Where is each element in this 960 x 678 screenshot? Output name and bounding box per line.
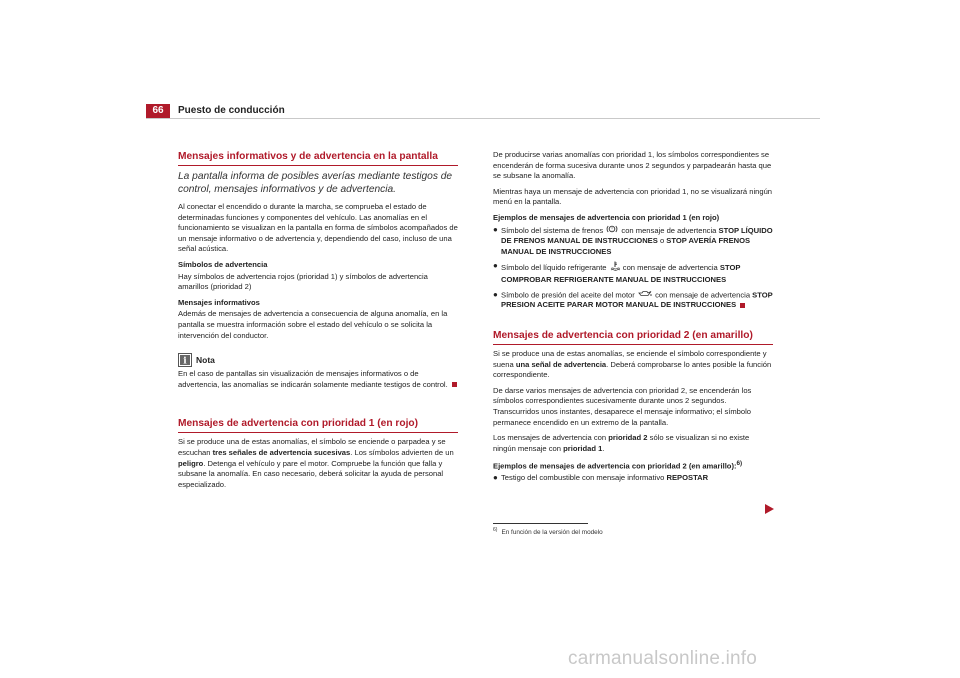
footnote: $^{6)}$ En función de la versión del modelo [493,527,603,537]
priority1-paragraph: Si se produce una de estas anomalías, el símbolo se enciende o parpadea y se escuchan tres señales de advertencia sucesivas. Los símbolos advierten de un peligro. Detenga el vehículo y pare el motor. Compruebe la función que falla y subsane la anomalía. En caso necesario, deberá solicitar la ayuda de personal especializado. [178,437,454,489]
note-info-icon [178,353,192,367]
list-item: ● Símbolo del sistema de frenos ! con mensaje de advertencia STOP LÍQUIDO DE FRENOS MANUAL DE INSTRUCCIONES o STOP AVERÍA FRENOS MANUAL DE INSTRUCCIONES [493,224,773,256]
list-item: ● Símbolo del líquido refrigerante con mensaje de advertencia STOP COMPROBAR REFRIGERANTE MANUAL DE INSTRUCCIONES [493,261,741,284]
list-item: ● Testigo del combustible con mensaje informativo REPOSTAR [493,473,709,483]
note-paragraph: En el caso de pantallas sin visualización de mensajes informativos o de advertencia, las anomalías se indicarán solamente mediante testigos de control. [178,369,458,390]
brake-system-icon [606,225,618,237]
examples2-heading: Ejemplos de mensajes de advertencia con prioridad 2 (en amarillo):$^{6)}$ [493,460,743,471]
end-of-section-marker [452,382,457,387]
symbols-paragraph: Hay símbolos de advertencia rojos (prioridad 1) y símbolos de advertencia amarillos (prioridad 2) [178,271,428,292]
info-heading: Mensajes informativos [178,297,260,307]
section-title: Mensajes informativos y de advertencia en la pantalla [178,150,458,166]
examples1-heading: Ejemplos de mensajes de advertencia con prioridad 1 (en rojo) [493,212,720,222]
priority2-paragraph: Si se produce una de estas anomalías, se enciende el símbolo correspondiente y suena una señal de advertencia. Deberá comprobarse lo antes posible la función correspondiente. [493,349,772,380]
footnote-ref: 6) [736,460,743,468]
oil-pressure-icon [638,290,652,301]
svg-text:!: ! [611,227,614,233]
multi-anomaly-paragraph: De producirse varias anomalías con prioridad 1, los símbolos correspondientes se encenderán de forma sucesiva durante unos 2 segundos y parpadearán hasta que se subsane la anomalía. [493,150,772,181]
page-number: 66 [146,104,170,118]
priority2-condition-paragraph: Los mensajes de advertencia con prioridad 2 sólo se visualizan si no existe ningún mensaje con prioridad 1. [493,433,750,453]
watermark: carmanualsonline.info [568,648,758,669]
note-header [178,353,458,367]
end-of-section-marker [740,303,745,308]
priority2-multi-paragraph: De darse varios mensajes de advertencia con prioridad 2, se encenderán los símbolos correspondientes sucesivamente durante unos 2 segundos. Transcurridos unos instantes, desaparece el mensaje informativo; el símbolo permanece encendido en un extremo de la pantalla. [493,385,752,427]
right-column [493,150,773,488]
list-item: ● Símbolo de presión del aceite del motor con mensaje de advertencia STOP PRESION ACEITE PARAR MOTOR MANUAL DE INSTRUCCIONES [493,289,773,310]
spacer [493,315,773,329]
info-paragraph: Además de mensajes de advertencia a consecuencia de alguna anomalía, en la pantalla se muestra información sobre el estado del vehículo o se solicita la intervención del conductor. [178,309,448,340]
running-header: Puesto de conducción [178,105,285,116]
note-label: Nota [196,354,215,365]
footnote-divider [493,523,588,524]
priority2-title: Mensajes de advertencia con prioridad 2 (en amarillo) [493,329,773,345]
symbols-heading: Símbolos de advertencia [178,259,268,269]
menu-paragraph: Mientras haya un mensaje de advertencia con prioridad 1, no se visualizará ningún menú en la pantalla. [493,186,773,207]
coolant-icon [610,261,620,275]
header-divider [146,118,820,119]
section-lead: La pantalla informa de posibles averías mediante testigos de control, mensajes informativos y de advertencia. [178,171,453,195]
continue-arrow-icon [765,504,774,514]
left-column [178,150,458,495]
priority1-title: Mensajes de advertencia con prioridad 1 (en rojo) [178,417,458,433]
svg-text:i: i [183,356,187,367]
spacer [178,395,458,417]
intro-paragraph: Al conectar el encendido o durante la marcha, se comprueba el estado de determinadas funciones y componentes del vehículo. Las anomalías en el funcionamiento se visualizan en la pantalla en forma de símbolos acompañados de un mensaje informativo o de advertencia y, dependiendo del caso, incluso de una señal acústica. [178,202,458,254]
